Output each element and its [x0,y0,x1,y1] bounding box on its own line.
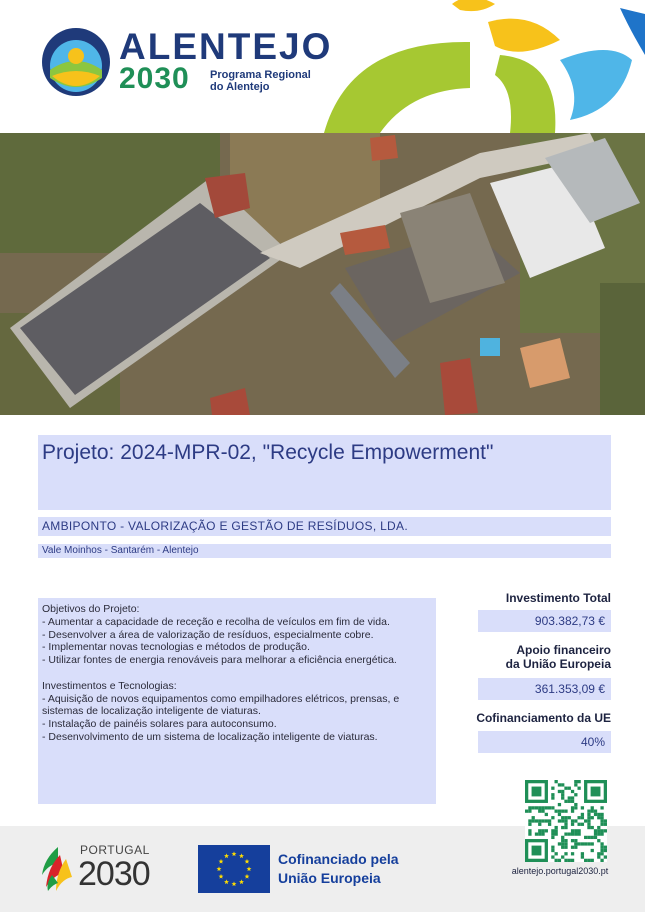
company-name: AMBIPONTO - VALORIZAÇÃO E GESTÃO DE RESÍDUOS, LDA. [42,519,408,533]
brand-subtitle-line1: Programa Regional [210,69,311,81]
objectives-spacer [42,667,432,680]
project-location: Vale Moinhos - Santarém - Alentejo [42,545,199,556]
eu-cofinanced-line1: Cofinanciado pela [278,851,399,867]
project-title: Projeto: 2024-MPR-02, "Recycle Empowerment" [42,441,494,464]
header-decoration [320,0,645,133]
objectives-line: - Aumentar a capacidade de receção e recolha de veículos em fim de vida. [42,615,390,628]
cofin-label: Cofinanciamento da UE [476,711,611,725]
objectives-line: - Aquisição de novos equipamentos como empilhadores elétricos, prensas, e sistemas de localização inteligente de viaturas. [42,692,400,718]
header [0,0,645,133]
objectives-text [42,603,432,744]
portugal-year: 2030 [78,855,150,893]
alentejo-logo-icon [40,26,112,98]
apoio-label-line1: Apoio financeiro [516,643,611,657]
portugal-word: PORTUGAL [80,843,150,857]
objectives-line: - Desenvolver a área de valorização de resíduos, especialmente cobre. [42,628,374,641]
objectives-line: - Desenvolvimento de um sistema de localização inteligente de viaturas. [42,730,378,743]
investimento-label: Investimento Total [505,591,611,605]
eu-cofinanced-line2: União Europeia [278,870,381,886]
cofin-value: 40% [580,735,605,749]
objectives-line: Investimentos e Tecnologias: [42,679,177,692]
website-url[interactable]: alentejo.portugal2030.pt [511,866,609,876]
objectives-line: Objetivos do Projeto: [42,603,140,615]
objectives-line: - Instalação de painéis solares para autoconsumo. [42,718,277,731]
objectives-line: - Implementar novas tecnologias e métodos de produção. [42,641,310,654]
qr-code-icon[interactable] [525,780,607,862]
aerial-photo [0,133,645,415]
brand-subtitle [210,69,311,93]
portugal-2030-icon [38,845,76,893]
brand-subtitle-line2: do Alentejo [210,81,270,93]
brand-year: 2030 [119,62,190,95]
apoio-value: 361.353,09 € [534,682,605,696]
objectives-line: - Utilizar fontes de energia renováveis para melhorar a eficiência energética. [42,654,397,667]
eu-flag-icon [198,845,270,893]
investimento-value: 903.382,73 € [534,614,605,628]
brand-name: ALENTEJO [119,26,333,67]
apoio-label-line2: da União Europeia [505,657,611,671]
